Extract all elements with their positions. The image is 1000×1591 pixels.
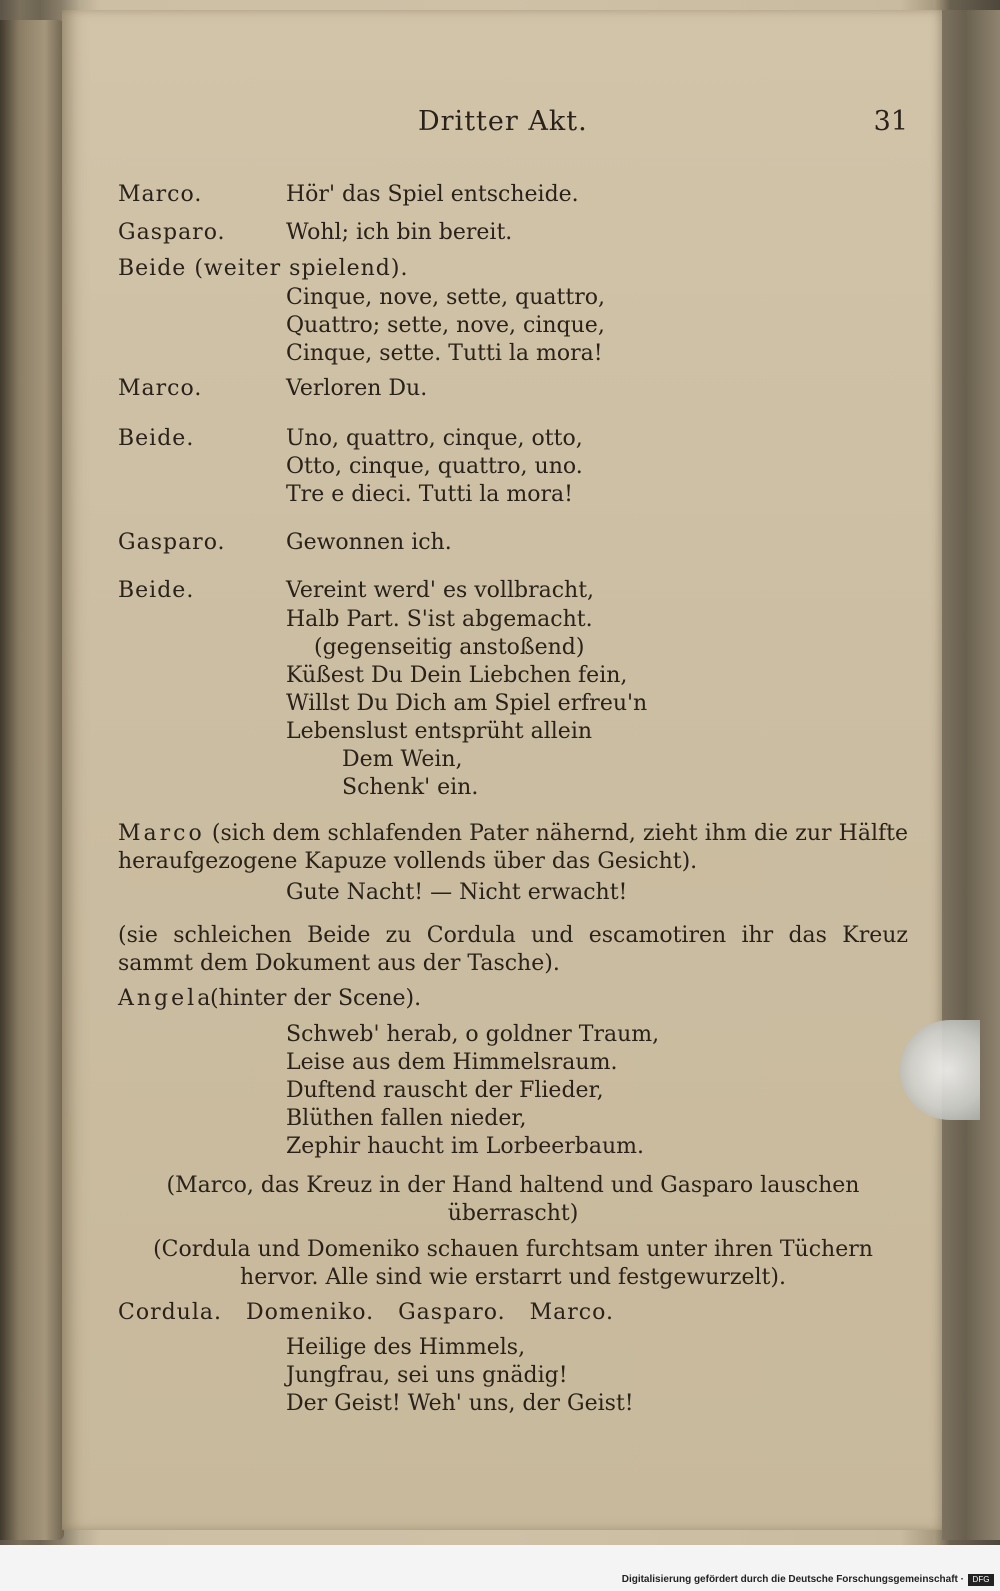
running-header	[118, 106, 908, 146]
verse-line: Uno, quattro, cinque, otto,	[286, 426, 583, 451]
verse-line: Leise aus dem Himmelsraum.	[286, 1050, 618, 1075]
verse-line: Jungfrau, sei uns gnädig!	[286, 1363, 568, 1388]
stage-direction: (Cordula und Domeniko schauen furchtsam unter ihren Tüchern	[153, 1237, 873, 1262]
stage-direction: überrascht)	[447, 1201, 579, 1226]
stage-direction: (Marco, das Kreuz in der Hand haltend und Gasparo lauschen	[166, 1173, 860, 1198]
verse-line: Zephir haucht im Lorbeerbaum.	[286, 1134, 645, 1159]
verse-line: Heilige des Himmels,	[286, 1335, 526, 1360]
dialogue-text: Gewonnen ich.	[286, 530, 452, 555]
stage-direction: (sich dem schlafenden Pater nähernd, zieht ihm die zur Hälfte heraufgezogene Kapuze vollends über das Gesicht).	[118, 821, 908, 874]
stage-direction: (gegenseitig anstoßend)	[314, 635, 585, 660]
dialogue-text: Gute Nacht! — Nicht erwacht!	[286, 880, 628, 905]
speaker: Beide.	[118, 578, 195, 603]
verse-line: Quattro; sette, nove, cinque,	[286, 313, 605, 338]
verse-line: Otto, cinque, quattro, uno.	[286, 454, 583, 479]
page-number: 31	[873, 106, 908, 137]
book-page	[62, 10, 942, 1530]
book-edge	[942, 10, 1000, 1540]
verse-line: Lebenslust entsprüht allein	[286, 719, 593, 744]
verse-line: Küßest Du Dein Liebchen fein,	[286, 663, 628, 688]
stage-direction: hervor. Alle sind wie erstarrt und festgewurzelt).	[240, 1265, 786, 1290]
speaker: Angela	[118, 986, 214, 1011]
verse-line: Cinque, nove, sette, quattro,	[286, 285, 605, 310]
verse-line: Cinque, sette. Tutti la mora!	[286, 341, 603, 366]
dfg-logo: DFG	[968, 1574, 994, 1586]
speaker: Marco	[118, 821, 205, 846]
dialogue-text: Hör' das Spiel entscheide.	[286, 182, 579, 207]
digitization-credit: Digitalisierung gefördert durch die Deutsche Forschungsgemeinschaft ·	[621, 1574, 964, 1585]
speaker: Gasparo.	[118, 530, 226, 555]
dialogue-text: Wohl; ich bin bereit.	[286, 220, 513, 245]
dialogue-block	[118, 820, 908, 876]
speaker-group: Cordula. Domeniko. Gasparo. Marco.	[118, 1300, 614, 1325]
stage-direction: (hinter der Scene).	[210, 986, 422, 1011]
verse-line: Der Geist! Weh' uns, der Geist!	[286, 1391, 634, 1416]
speaker: Gasparo.	[118, 220, 226, 245]
verse-line: Willst Du Dich am Spiel erfreu'n	[286, 691, 648, 716]
verse-line: Dem Wein,	[342, 747, 463, 772]
verse-line: Halb Part. S'ist abgemacht.	[286, 607, 593, 632]
speaker: Beide.	[118, 426, 195, 451]
verse-line: Tre e dieci. Tutti la mora!	[286, 482, 573, 507]
verse-line: Schenk' ein.	[342, 775, 479, 800]
verse-line: Vereint werd' es vollbracht,	[286, 578, 595, 603]
left-page-edge	[0, 20, 64, 1540]
footer-band	[0, 1545, 1000, 1591]
verse-line: Blüthen fallen nieder,	[286, 1106, 527, 1131]
speaker: Beide (weiter spielend).	[118, 256, 409, 281]
speaker: Marco.	[118, 182, 203, 207]
act-title: Dritter Akt.	[418, 106, 588, 137]
stage-direction: (sie schleichen Beide zu Cordula und escamotiren ihr das Kreuz sammt dem Dokument aus der Tasche).	[118, 923, 908, 976]
verse-line: Duftend rauscht der Flieder,	[286, 1078, 604, 1103]
speaker: Marco.	[118, 376, 203, 401]
verse-line: Schweb' herab, o goldner Traum,	[286, 1022, 660, 1047]
dialogue-text: Verloren Du.	[286, 376, 428, 401]
